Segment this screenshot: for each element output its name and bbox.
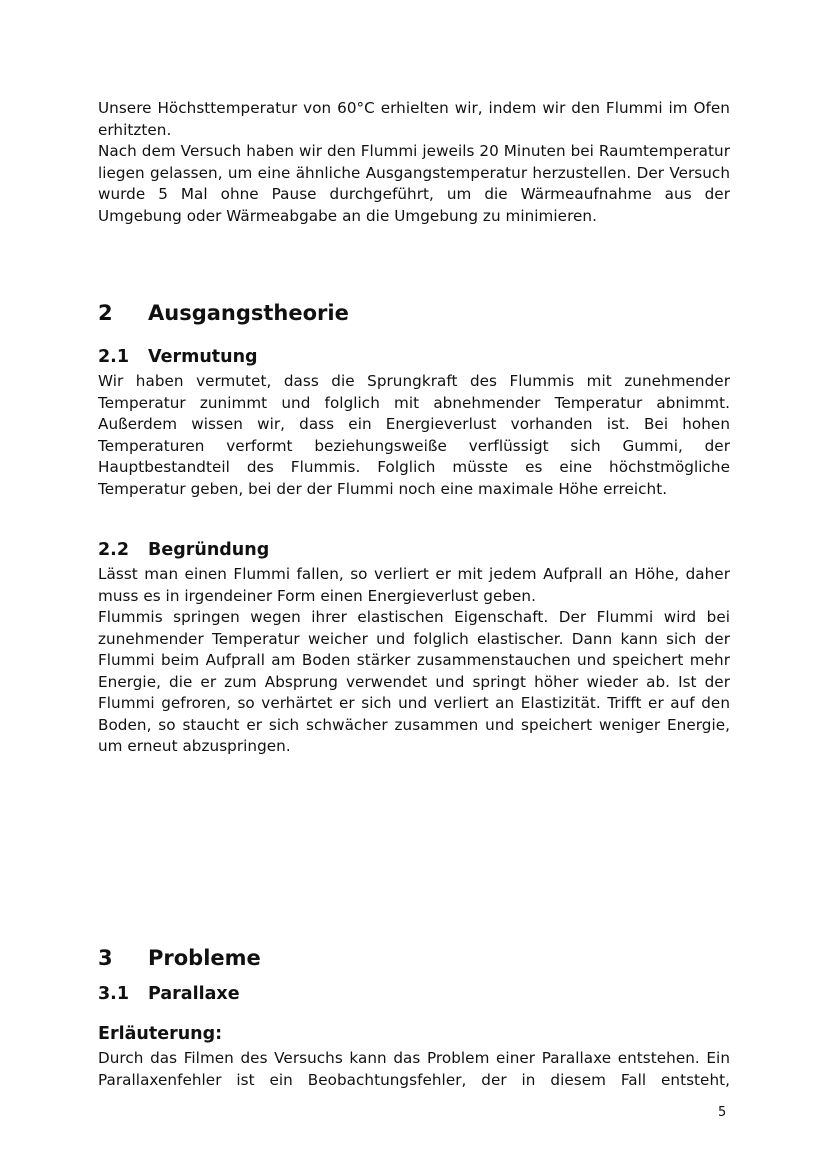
explanation-heading: Erläuterung: (98, 1024, 223, 1044)
section-2-2-number: 2.2 (98, 540, 130, 560)
section-2-1-body (98, 371, 730, 500)
section-2-1-number: 2.1 (98, 347, 130, 367)
intro-paragraph-2: Nach dem Versuch haben wir den Flummi jeweils 20 Minuten bei Raumtemperatur liegen gelassen, um eine ähnliche Ausgangstemperatur herzustellen. Der Versuch wurde 5 Mal ohne Pause durchgeführt, um die Wärmeaufnahme aus der Umgebung oder Wärmeabgabe an die Umgebung zu minimieren. (98, 142, 730, 225)
section-2-2-heading (98, 540, 269, 560)
section-2-1-title: Vermutung (148, 347, 258, 367)
vermutung-paragraph: Wir haben vermutet, dass die Sprungkraft des Flummis mit zunehmender Temperatur zunimmt und folglich mit abnehmender Temperatur abnimmt. Außerdem wissen wir, dass ein Energieverlust vorhanden ist. Bei hohen Temperaturen verformt beziehungsweiße verflüssigt sich Gummi, der Hauptbestandteil des Flummis. Folglich müsste es eine höchstmögliche Temperatur geben, bei der der Flummi noch eine maximale Höhe erreicht. (98, 372, 730, 498)
section-3-1-title: Parallaxe (148, 984, 240, 1004)
section-2-2-title: Begründung (148, 540, 270, 560)
intro-block (98, 98, 730, 227)
intro-paragraph-1: Unsere Höchsttemperatur von 60°C erhielten wir, indem wir den Flummi im Ofen erhitzten. (98, 99, 730, 139)
explanation-body (98, 1048, 730, 1091)
section-3-heading (98, 946, 261, 970)
section-2-heading (98, 301, 349, 325)
section-3-number: 3 (98, 946, 113, 970)
begruendung-paragraph-2: Flummis springen wegen ihrer elastischen Eigenschaft. Der Flummi wird bei zunehmender Temperatur weicher und folglich elastischer. Dann kann sich der Flummi beim Aufprall am Boden stärker zusammenstauchen und speichert mehr Energie, die er zum Absprung verwendet und springt höher wieder ab. Ist der Flummi gefroren, so verhärtet er sich und verliert an Elastizität. Trifft er auf den Boden, so staucht er sich schwächer zusammen und speichert weniger Energie, um erneut abzuspringen. (98, 608, 730, 755)
section-2-number: 2 (98, 301, 113, 325)
section-3-1-number: 3.1 (98, 984, 130, 1004)
section-2-2-body (98, 564, 730, 758)
section-2-title: Ausgangstheorie (148, 301, 349, 325)
begruendung-paragraph-1: Lässt man einen Flummi fallen, so verliert er mit jedem Aufprall an Höhe, daher muss es in irgendeiner Form einen Energieverlust geben. (98, 565, 730, 605)
section-3-1-heading (98, 984, 240, 1004)
page-number: 5 (718, 1105, 727, 1120)
section-3-title: Probleme (148, 946, 261, 970)
section-2-1-heading (98, 347, 258, 367)
explanation-paragraph: Durch das Filmen des Versuchs kann das Problem einer Parallaxe entstehen. Ein Parallaxenfehler ist ein Beobachtungsfehler, der in diesem Fall entsteht, (98, 1049, 730, 1089)
